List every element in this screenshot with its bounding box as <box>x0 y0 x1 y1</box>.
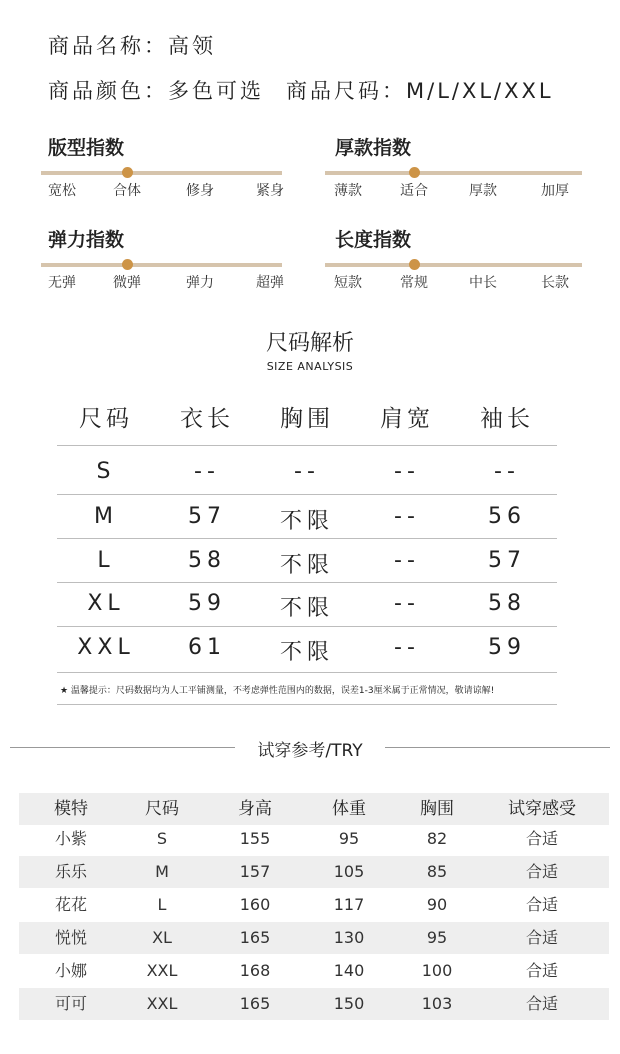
try-row <box>19 823 609 855</box>
size-header-cell: 袖长 <box>480 406 534 432</box>
size-cell: 61 <box>188 635 226 660</box>
index-label: 宽松 <box>48 183 76 199</box>
size-cell: -- <box>394 548 420 573</box>
index-marker-dot <box>122 259 133 270</box>
index-label: 超弹 <box>256 275 284 291</box>
size-cell: -- <box>494 459 520 484</box>
try-cell: XL <box>152 928 172 947</box>
index-label: 适合 <box>400 183 428 199</box>
index-label: 弹力 <box>186 275 214 291</box>
try-cell: 155 <box>239 829 271 848</box>
size-row-divider <box>57 445 557 446</box>
try-cell: 95 <box>426 928 448 947</box>
index-label: 薄款 <box>334 183 362 199</box>
try-row <box>19 889 609 921</box>
try-cell: 103 <box>421 994 453 1013</box>
size-row-divider <box>57 494 557 495</box>
note-divider <box>57 704 557 705</box>
index-title: 版型指数 <box>48 137 125 159</box>
try-header-cell: 身高 <box>238 799 272 819</box>
try-cell: 165 <box>239 994 271 1013</box>
try-cell: 85 <box>426 862 448 881</box>
try-cell: M <box>155 862 169 881</box>
try-row <box>19 922 609 954</box>
try-cell: 花花 <box>54 895 87 914</box>
try-cell: 140 <box>333 961 365 980</box>
index-label: 紧身 <box>256 183 284 199</box>
index-marker-dot <box>409 259 420 270</box>
size-cell: -- <box>294 459 320 484</box>
size-header-cell: 衣长 <box>180 406 234 432</box>
size-cell: -- <box>394 635 420 660</box>
try-cell: 157 <box>239 862 271 881</box>
try-cell: XXL <box>146 994 178 1013</box>
try-header-cell: 胸围 <box>420 799 454 819</box>
try-cell: S <box>156 829 168 848</box>
index-title: 弹力指数 <box>48 229 125 251</box>
size-cell: 不限 <box>279 509 334 534</box>
size-cell: XXL <box>77 635 135 660</box>
product-color-size-line <box>48 75 554 105</box>
try-cell: 乐乐 <box>54 862 87 881</box>
size-cell: 57 <box>188 504 226 529</box>
try-cell: 小紫 <box>54 829 87 848</box>
index-title: 厚款指数 <box>335 137 412 159</box>
try-cell: 小娜 <box>54 961 87 980</box>
product-color: 商品颜色：多色可选 <box>48 79 264 103</box>
index-marker-dot <box>409 167 420 178</box>
try-header-cell: 模特 <box>54 799 88 819</box>
try-row <box>19 988 609 1020</box>
size-cell: S <box>96 459 116 484</box>
index-label: 加厚 <box>541 183 569 199</box>
size-row-divider <box>57 672 557 673</box>
size-header-cell: 尺码 <box>79 406 133 432</box>
try-header-row <box>19 793 609 825</box>
size-cell: -- <box>394 459 420 484</box>
try-cell: 90 <box>426 895 448 914</box>
try-cell: 82 <box>426 829 448 848</box>
try-row <box>19 955 609 987</box>
try-header-cell: 试穿感受 <box>508 799 576 819</box>
size-cell: 不限 <box>279 640 334 665</box>
size-cell: 57 <box>488 548 526 573</box>
size-cell: 59 <box>488 635 526 660</box>
index-marker-dot <box>122 167 133 178</box>
size-cell: 58 <box>188 548 226 573</box>
size-analysis-subtitle: SIZE ANALYSIS <box>266 360 354 373</box>
size-cell: L <box>97 548 115 573</box>
try-cell: 95 <box>338 829 360 848</box>
size-row-divider <box>57 582 557 583</box>
index-title: 长度指数 <box>335 229 412 251</box>
size-row-divider <box>57 626 557 627</box>
size-header-cell: 肩宽 <box>380 406 434 432</box>
try-cell: 130 <box>333 928 365 947</box>
try-cell: 悦悦 <box>54 928 87 947</box>
size-cell: 不限 <box>279 596 334 621</box>
try-cell: 117 <box>333 895 365 914</box>
index-label: 无弹 <box>48 275 76 291</box>
size-row-divider <box>57 538 557 539</box>
try-cell: 合适 <box>525 994 558 1013</box>
product-size: 商品尺码：M/L/XL/XXL <box>286 79 554 103</box>
try-cell: 合适 <box>525 928 558 947</box>
size-cell: 59 <box>188 591 226 616</box>
try-header-cell: 体重 <box>332 799 366 819</box>
try-cell: XXL <box>146 961 178 980</box>
index-label: 短款 <box>334 275 362 291</box>
index-track <box>325 263 582 267</box>
index-label: 厚款 <box>469 183 497 199</box>
try-cell: 100 <box>421 961 453 980</box>
size-note: ★ 温馨提示：尺码数据均为人工平铺测量，不考虑弹性范围内的数据，误差1-3厘米属于正常情况，敬请谅解! <box>60 686 495 696</box>
try-cell: 合适 <box>525 862 558 881</box>
product-name-line: 商品名称：高领 <box>48 34 216 58</box>
index-track <box>41 171 282 175</box>
size-cell: -- <box>394 591 420 616</box>
try-cell: 合适 <box>525 961 558 980</box>
try-cell: 合适 <box>525 829 558 848</box>
try-cell: 合适 <box>525 895 558 914</box>
try-cell: 150 <box>333 994 365 1013</box>
try-on-title: 试穿参考/TRY <box>257 741 363 761</box>
size-cell: -- <box>394 504 420 529</box>
size-cell: 不限 <box>279 553 334 578</box>
try-cell: 165 <box>239 928 271 947</box>
index-label: 微弹 <box>113 275 141 291</box>
try-row <box>19 856 609 888</box>
index-label: 长款 <box>541 275 569 291</box>
size-analysis-title: 尺码解析 <box>265 331 354 356</box>
size-cell: -- <box>194 459 220 484</box>
index-track <box>325 171 582 175</box>
index-label: 常规 <box>400 275 428 291</box>
index-label: 修身 <box>186 183 214 199</box>
size-cell: 56 <box>488 504 526 529</box>
size-header-cell: 胸围 <box>280 406 334 432</box>
index-label: 合体 <box>113 183 141 199</box>
try-cell: 168 <box>239 961 271 980</box>
size-cell: XL <box>87 591 125 616</box>
try-cell: 105 <box>333 862 365 881</box>
try-cell: 可可 <box>54 994 87 1013</box>
size-cell: 58 <box>488 591 526 616</box>
try-header-cell: 尺码 <box>145 799 179 819</box>
index-label: 中长 <box>469 275 497 291</box>
try-cell: L <box>157 895 167 914</box>
index-track <box>41 263 282 267</box>
try-cell: 160 <box>239 895 271 914</box>
size-cell: M <box>94 504 118 529</box>
